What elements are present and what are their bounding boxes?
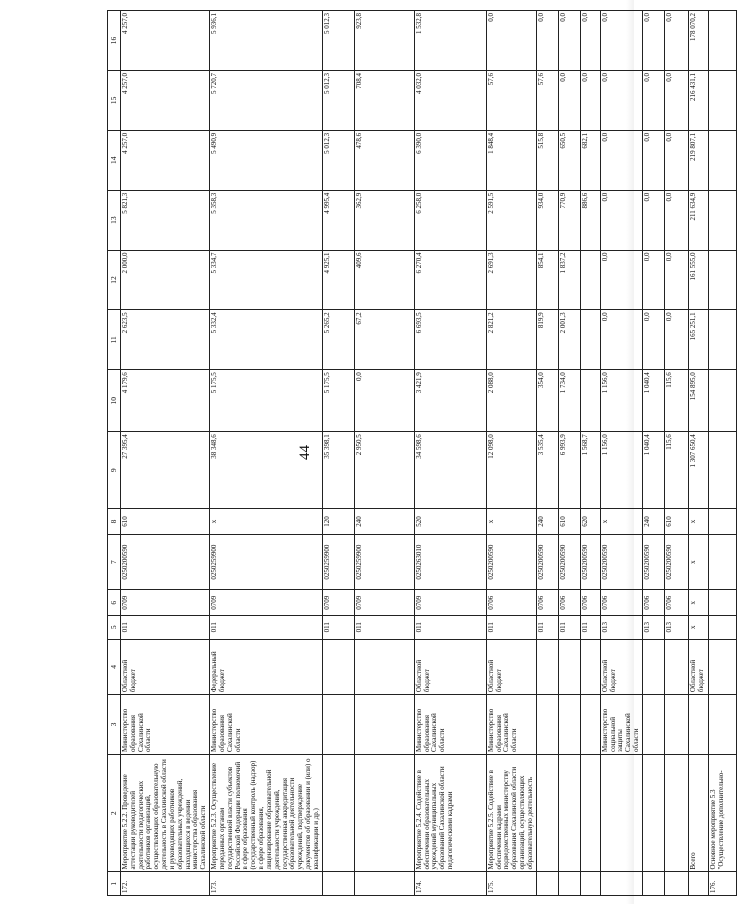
table-cell: 34 598,6: [414, 432, 486, 509]
table-cell: 0,0: [642, 190, 664, 250]
table-cell: [600, 872, 642, 896]
table-cell: 5 012,3: [322, 11, 354, 71]
table-cell: [708, 370, 736, 432]
column-header: 9: [108, 432, 121, 509]
table-cell: 3 535,4: [536, 432, 558, 509]
table-cell: 0250259900: [322, 534, 354, 590]
table-cell: 240: [536, 509, 558, 535]
table-row: [642, 11, 664, 896]
table-cell: 57,6: [536, 71, 558, 131]
table-cell: 4 257,0: [121, 11, 210, 71]
table-cell: 5 490,9: [210, 130, 323, 190]
table-cell: 1 307 650,4: [688, 432, 708, 509]
table-cell: 682,1: [580, 130, 600, 190]
table-cell: [536, 872, 558, 896]
table-cell: 4 257,0: [121, 71, 210, 131]
table-cell: [708, 509, 736, 535]
table-cell: 1 156,0: [600, 370, 642, 432]
table-cell: 0,0: [642, 11, 664, 71]
table-cell: 0,0: [664, 190, 688, 250]
table-cell: 57,6: [486, 71, 536, 131]
table-cell: 120: [322, 509, 354, 535]
table-cell: [580, 639, 600, 695]
table-cell: 6 993,9: [558, 432, 580, 509]
column-header: 13: [108, 190, 121, 250]
table-cell: 0250263010: [414, 534, 486, 590]
table-cell: [664, 872, 688, 896]
table-cell: Всего: [688, 754, 708, 872]
table-cell: 5 334,7: [210, 250, 323, 310]
table-cell: [580, 250, 600, 310]
table-cell: [354, 639, 414, 695]
table-cell: [580, 754, 600, 872]
table-cell: 854,1: [536, 250, 558, 310]
table-cell: 0709: [121, 590, 210, 616]
table-row: [600, 11, 642, 896]
table-cell: [558, 639, 580, 695]
table-cell: 886,6: [580, 190, 600, 250]
table-cell: 2 623,5: [121, 310, 210, 370]
column-header: 8: [108, 509, 121, 535]
column-header: 4: [108, 639, 121, 695]
table-cell: 178 070,2: [688, 11, 708, 71]
table-cell: 216 431,1: [688, 71, 708, 131]
table-cell: 013: [642, 616, 664, 640]
column-header: 6: [108, 590, 121, 616]
table-cell: 0,0: [580, 11, 600, 71]
table-cell: [708, 130, 736, 190]
table-cell: 0706: [536, 590, 558, 616]
table-cell: 0250259900: [354, 534, 414, 590]
table-cell: 4 257,0: [121, 130, 210, 190]
table-cell: 0,0: [642, 71, 664, 131]
table-cell: 67,2: [354, 310, 414, 370]
table-row: [664, 11, 688, 896]
table-cell: 1 040,4: [642, 432, 664, 509]
table-row: [708, 11, 736, 896]
table-row: [688, 11, 708, 896]
table-cell: [354, 872, 414, 896]
table-cell: Министерство образования Сахалинской области: [414, 695, 486, 755]
table-cell: 12 098,0: [486, 432, 536, 509]
table-cell: Министерство образования Сахалинской области: [210, 695, 323, 755]
table-cell: [708, 695, 736, 755]
table-cell: 115,6: [664, 432, 688, 509]
rotated-page: [107, 10, 725, 896]
table-cell: [322, 754, 354, 872]
table-cell: x: [688, 534, 708, 590]
column-header: 2: [108, 754, 121, 872]
table-cell: [642, 754, 664, 872]
table-cell: [354, 754, 414, 872]
table-cell: 0706: [642, 590, 664, 616]
table-cell: 4 179,6: [121, 370, 210, 432]
table-cell: x: [486, 509, 536, 535]
table-cell: x: [688, 509, 708, 535]
table-cell: Министерство образования Сахалинской области: [486, 695, 536, 755]
table-cell: 0,0: [600, 11, 642, 71]
table-cell: 27 395,4: [121, 432, 210, 509]
table-cell: 211 634,9: [688, 190, 708, 250]
table-cell: 3 421,9: [414, 370, 486, 432]
table-cell: [708, 534, 736, 590]
table-cell: 013: [600, 616, 642, 640]
table-cell: 011: [322, 616, 354, 640]
table-cell: 0,0: [558, 11, 580, 71]
table-cell: 0250200590: [580, 534, 600, 590]
table-cell: 6 258,0: [414, 190, 486, 250]
table-cell: 176.: [708, 872, 736, 896]
column-header: 3: [108, 695, 121, 755]
table-cell: Министерство социальной защиты Сахалинской области: [600, 695, 642, 755]
table-cell: [688, 872, 708, 896]
column-header: 11: [108, 310, 121, 370]
table-cell: 2 001,3: [558, 310, 580, 370]
table-cell: 0,0: [600, 310, 642, 370]
table-cell: [642, 872, 664, 896]
table-cell: Основное мероприятие 5.3 "Осуществление дополнительно-: [708, 754, 736, 872]
table-cell: 0706: [580, 590, 600, 616]
column-header: 16: [108, 11, 121, 71]
table-cell: 011: [536, 616, 558, 640]
column-header: 1: [108, 872, 121, 896]
table-row: [414, 11, 486, 896]
table-row: [558, 11, 580, 896]
table-cell: 013: [664, 616, 688, 640]
table-cell: 0706: [486, 590, 536, 616]
table-cell: [708, 11, 736, 71]
table-cell: 819,9: [536, 310, 558, 370]
table-cell: Областной бюджет: [486, 639, 536, 695]
table-cell: 354,0: [536, 370, 558, 432]
table-cell: 165 251,1: [688, 310, 708, 370]
table-cell: 0,0: [600, 130, 642, 190]
table-cell: 1 040,4: [642, 370, 664, 432]
table-cell: 620: [580, 509, 600, 535]
table-cell: 0,0: [642, 130, 664, 190]
table-cell: 0250259900: [210, 534, 323, 590]
table-cell: 011: [580, 616, 600, 640]
table-cell: [708, 310, 736, 370]
table-cell: 0709: [414, 590, 486, 616]
table-cell: 011: [210, 616, 323, 640]
table-cell: 5 265,2: [322, 310, 354, 370]
table-cell: 5 936,1: [210, 11, 323, 71]
table-cell: 650,5: [558, 130, 580, 190]
page-number: 44: [297, 445, 313, 460]
table-cell: [322, 695, 354, 755]
table-cell: 934,0: [536, 190, 558, 250]
table-cell: 5 821,3: [121, 190, 210, 250]
table-cell: 0,0: [580, 71, 600, 131]
column-header: 14: [108, 130, 121, 190]
table-cell: [708, 616, 736, 640]
table-cell: Мероприятие 5.2.2. Проведение аттестации руководителей деятельности педагогических работников организаций, осуществляющих образовательную деятельность в Сахалинской области и руководящих работников образовательных учреждений, находящихся в ведении министерства образования Сахалинской области: [121, 754, 210, 872]
table-cell: 011: [121, 616, 210, 640]
table-row: [210, 11, 323, 896]
column-header: 7: [108, 534, 121, 590]
table-cell: Областной бюджет: [414, 639, 486, 695]
column-header: 15: [108, 71, 121, 131]
table-cell: 0250200590: [642, 534, 664, 590]
table-cell: 0,0: [664, 71, 688, 131]
table-cell: 2 821,2: [486, 310, 536, 370]
table-cell: 0,0: [486, 11, 536, 71]
table-cell: 0,0: [664, 310, 688, 370]
budget-table: [107, 10, 737, 896]
table-cell: 011: [558, 616, 580, 640]
table-cell: 610: [558, 509, 580, 535]
table-cell: x: [688, 590, 708, 616]
table-cell: 4 925,1: [322, 250, 354, 310]
table-cell: 0250200590: [121, 534, 210, 590]
table-cell: 011: [486, 616, 536, 640]
table-cell: [536, 695, 558, 755]
table-cell: [708, 432, 736, 509]
table-row: [121, 11, 210, 896]
table-cell: 1 156,0: [600, 432, 642, 509]
table-row: [580, 11, 600, 896]
table-cell: 0706: [600, 590, 642, 616]
table-cell: 0,0: [354, 370, 414, 432]
table-cell: 0,0: [600, 71, 642, 131]
table-cell: 011: [414, 616, 486, 640]
table-cell: [708, 250, 736, 310]
table-cell: 923,8: [354, 11, 414, 71]
column-header: 12: [108, 250, 121, 310]
table-cell: Федеральный бюджет: [210, 639, 323, 695]
table-cell: [536, 754, 558, 872]
table-cell: [642, 695, 664, 755]
table-cell: [558, 695, 580, 755]
table-cell: [600, 754, 642, 872]
table-cell: 515,8: [536, 130, 558, 190]
table-cell: x: [210, 509, 323, 535]
table-cell: [580, 872, 600, 896]
table-cell: 219 807,1: [688, 130, 708, 190]
header-row: [108, 11, 121, 896]
table-cell: 2 088,0: [486, 370, 536, 432]
table-cell: 0709: [210, 590, 323, 616]
table-cell: [664, 695, 688, 755]
table-cell: 2 950,5: [354, 432, 414, 509]
table-cell: 5 175,5: [210, 370, 323, 432]
table-cell: [558, 872, 580, 896]
table-cell: 1 734,0: [558, 370, 580, 432]
table-cell: 4 995,4: [322, 190, 354, 250]
table-cell: 0709: [322, 590, 354, 616]
table-cell: 1 532,8: [414, 11, 486, 71]
table-cell: 115,6: [664, 370, 688, 432]
table-cell: [688, 695, 708, 755]
table-cell: 5 012,3: [322, 71, 354, 131]
table-cell: 154 895,0: [688, 370, 708, 432]
table-cell: 0250200590: [558, 534, 580, 590]
table-cell: 6 390,0: [414, 130, 486, 190]
column-header: 10: [108, 370, 121, 432]
table-cell: 0,0: [558, 71, 580, 131]
table-cell: 610: [121, 509, 210, 535]
table-cell: 5 358,3: [210, 190, 323, 250]
table-cell: 1 848,4: [486, 130, 536, 190]
table-cell: 1 568,7: [580, 432, 600, 509]
table-cell: 0250200590: [600, 534, 642, 590]
table-cell: [708, 590, 736, 616]
table-cell: [708, 71, 736, 131]
table-cell: 0,0: [642, 250, 664, 310]
table-cell: 770,9: [558, 190, 580, 250]
table-cell: 0,0: [664, 130, 688, 190]
table-cell: [322, 872, 354, 896]
table-cell: [322, 639, 354, 695]
table-cell: [354, 695, 414, 755]
table-cell: [580, 310, 600, 370]
table-cell: 1 837,2: [558, 250, 580, 310]
table-cell: 0250200590: [664, 534, 688, 590]
table-cell: 2 591,5: [486, 190, 536, 250]
table-cell: Областной бюджет: [121, 639, 210, 695]
table-cell: 38 348,6: [210, 432, 323, 509]
table-cell: 478,6: [354, 130, 414, 190]
table-cell: [536, 639, 558, 695]
table-row: [322, 11, 354, 896]
table-cell: 2 000,0: [121, 250, 210, 310]
table-cell: 0,0: [536, 11, 558, 71]
table-cell: 0250200590: [536, 534, 558, 590]
table-cell: 708,4: [354, 71, 414, 131]
table-cell: 409,6: [354, 250, 414, 310]
table-cell: 172.: [121, 872, 210, 896]
table-cell: Областной бюджет: [688, 639, 708, 695]
table-cell: Мероприятие 5.2.4. Содействие в обеспечении образовательных учреждений муниципальных образований Сахалинской области педагогическими кадрами: [414, 754, 486, 872]
table-cell: Областной бюджет: [600, 639, 642, 695]
table-cell: 362,9: [354, 190, 414, 250]
table-cell: [708, 639, 736, 695]
table-cell: 0,0: [664, 250, 688, 310]
table-cell: 0250200590: [486, 534, 536, 590]
table-cell: 5 332,4: [210, 310, 323, 370]
table-cell: [708, 190, 736, 250]
table-cell: 0,0: [600, 190, 642, 250]
table-cell: x: [600, 509, 642, 535]
table-cell: 6 270,4: [414, 250, 486, 310]
table-cell: 0706: [664, 590, 688, 616]
table-cell: 0709: [354, 590, 414, 616]
table-cell: 0706: [558, 590, 580, 616]
table-cell: 6 693,5: [414, 310, 486, 370]
table-cell: x: [688, 616, 708, 640]
column-header: 5: [108, 616, 121, 640]
table-cell: 011: [354, 616, 414, 640]
table-cell: 5 720,7: [210, 71, 323, 131]
table-cell: 5 175,5: [322, 370, 354, 432]
table-cell: [558, 754, 580, 872]
table-cell: 35 398,1: [322, 432, 354, 509]
table-cell: 0,0: [600, 250, 642, 310]
table-cell: 240: [642, 509, 664, 535]
table-cell: 0,0: [642, 310, 664, 370]
table-cell: 520: [414, 509, 486, 535]
table-cell: 4 032,0: [414, 71, 486, 131]
table-cell: Мероприятие 5.2.5. Содействие в обеспечении кадрами подведомственных министерству образования Сахалинской области организаций, осуществляющих образовательную деятельность: [486, 754, 536, 872]
table-row: [354, 11, 414, 896]
table-cell: [664, 754, 688, 872]
table-cell: 175.: [486, 872, 536, 896]
table-cell: [664, 639, 688, 695]
table-cell: [580, 370, 600, 432]
table-cell: 0,0: [664, 11, 688, 71]
table-row: [536, 11, 558, 896]
table-row: [486, 11, 536, 896]
table-cell: [642, 639, 664, 695]
table-cell: [580, 695, 600, 755]
table-cell: 2 691,3: [486, 250, 536, 310]
table-cell: 174.: [414, 872, 486, 896]
table-cell: Мероприятие 5.2.3. Осуществление переданных органам государственной власти субъектов Российской Федерации полномочий в сфере образования (государственный контроль (надзор) в сфере образования, лицензирование образовательной деятельности учреждений, государственная аккредитация образовательной деятельности учреждений, подтверждение документов об образовании и (или) о квалификации и др.): [210, 754, 323, 872]
table-cell: 161 555,0: [688, 250, 708, 310]
table-cell: 5 012,3: [322, 130, 354, 190]
table-cell: Министерство образования Сахалинской области: [121, 695, 210, 755]
table-cell: 240: [354, 509, 414, 535]
table-cell: 610: [664, 509, 688, 535]
table-cell: 173.: [210, 872, 323, 896]
